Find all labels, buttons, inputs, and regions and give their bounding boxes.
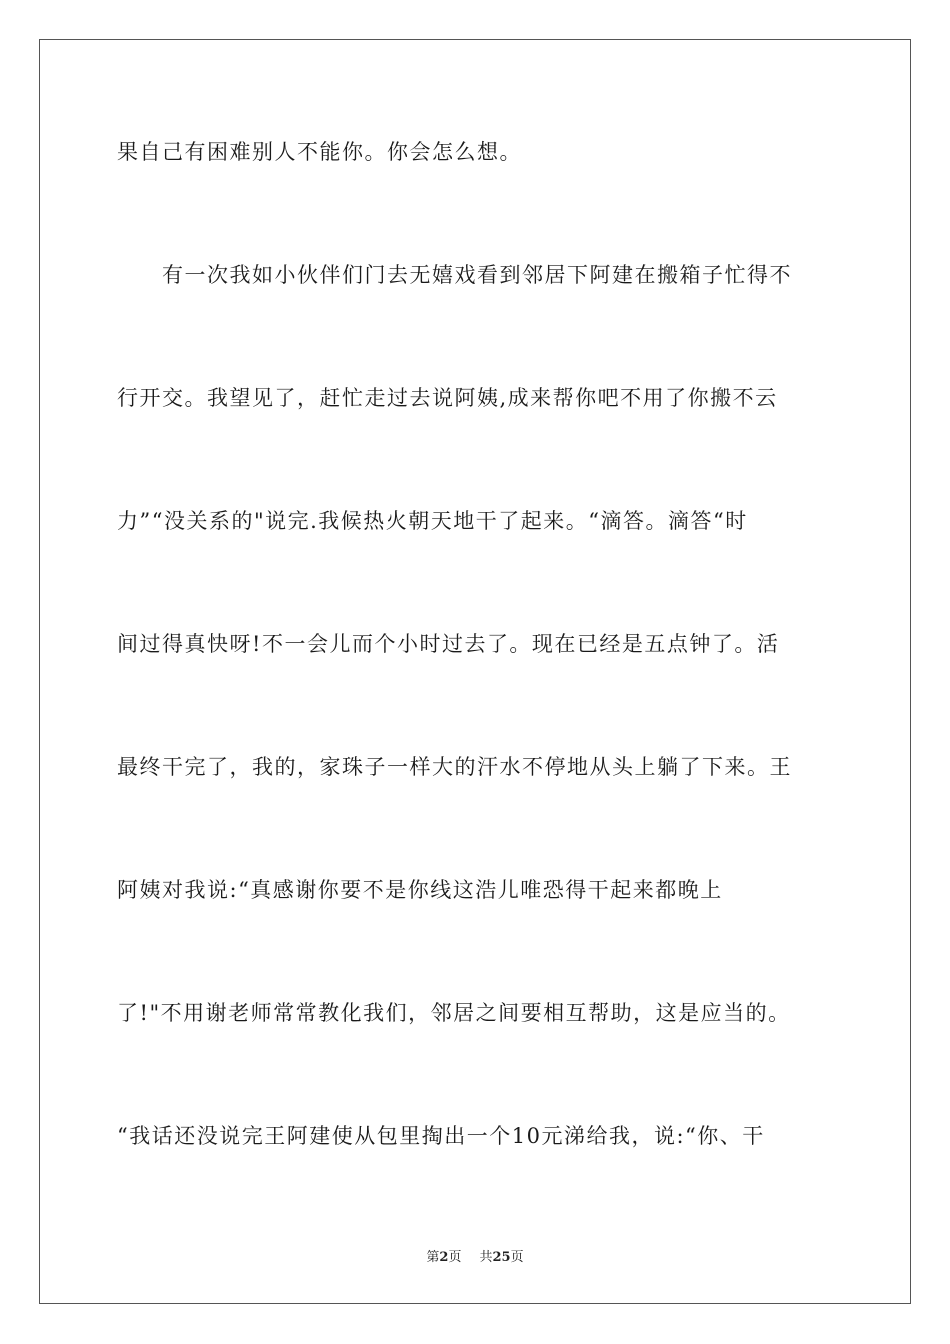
page-number: 2 (439, 1250, 449, 1265)
text-line-7: 阿姨对我说:“真感谢你要不是你线这浩儿唯恐得干起来都晚上 (117, 878, 723, 902)
text-line-8: 了!"不用谢老师常常教化我们，邻居之间要相互帮助，这是应当的。 (117, 1001, 791, 1025)
footer-total-prefix: 共 (479, 1250, 493, 1265)
footer-total-unit: 页 (510, 1250, 524, 1265)
footer-prefix: 第 (426, 1250, 440, 1265)
page-footer (0, 1246, 950, 1265)
text-line-1: 果自己有困难别人不能你。你会怎么想。 (117, 140, 522, 164)
text-line-3: 行开交。我望见了，赶忙走过去说阿姨,成来帮你吧不用了你搬不云 (117, 386, 778, 410)
text-line-4: 力”“没关系的"说完.我候热火朝天地干了起来。“滴答。滴答“时 (117, 509, 748, 533)
total-pages: 25 (492, 1250, 511, 1265)
page-border (39, 39, 911, 1304)
text-line-5: 间过得真快呀!不一会儿而个小时过去了。现在已经是五点钟了。活 (117, 632, 780, 656)
text-line-6: 最终干完了，我的，家珠子一样大的汗水不停地从头上躺了下来。王 (117, 755, 792, 779)
text-line-2: 有一次我如小伙伴们门去无嬉戏看到邻居下阿建在搬箱子忙得不 (117, 263, 792, 287)
footer-page-unit: 页 (448, 1250, 462, 1265)
text-line-9: “我话还没说完王阿建使从包里掏出一个10元涕给我，说:“你、干 (117, 1124, 765, 1148)
